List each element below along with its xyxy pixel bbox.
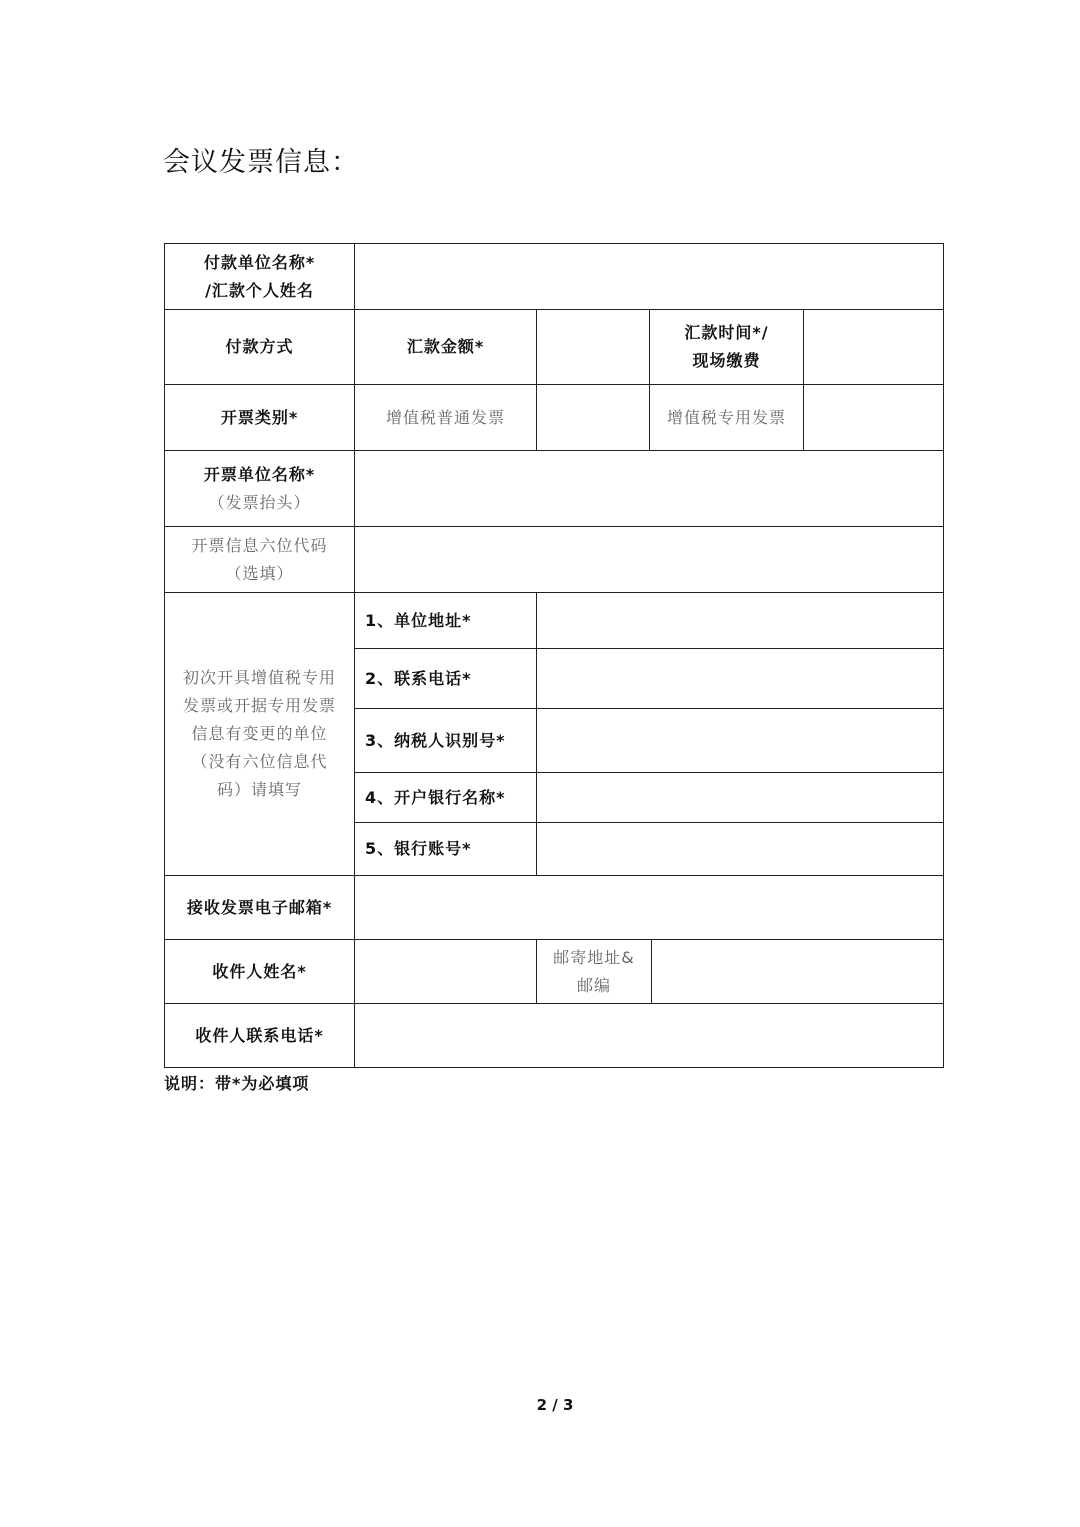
- invoice-unit-label: [165, 451, 355, 527]
- page-title: 会议发票信息：: [163, 147, 359, 178]
- recipient-phone-input[interactable]: [355, 1004, 944, 1068]
- bank-name-input[interactable]: [537, 773, 944, 823]
- payer-name-label: [165, 244, 355, 310]
- taxpayer-id-input[interactable]: [537, 709, 944, 773]
- first-time-line3: 信息有变更的单位: [191, 724, 328, 743]
- payer-name-input[interactable]: [355, 244, 944, 310]
- phone-label: 2、联系电话*: [355, 649, 537, 709]
- invoice-type-general-option[interactable]: 增值税普通发票: [355, 385, 537, 451]
- invoice-special-checkbox[interactable]: [804, 385, 944, 451]
- invoice-unit-label-line1: 开票单位名称*: [203, 464, 316, 484]
- phone-input[interactable]: [537, 649, 944, 709]
- remit-time-label: [650, 310, 804, 385]
- invoice-unit-label-line2: （发票抬头）: [208, 492, 311, 512]
- payer-name-label-line2: /汇款个人姓名: [205, 280, 314, 300]
- first-time-line5: 码）请填写: [216, 780, 302, 799]
- email-label: 接收发票电子邮箱*: [165, 876, 355, 940]
- invoice-type-label: 开票类别*: [165, 385, 355, 451]
- six-code-input[interactable]: [355, 527, 944, 593]
- email-input[interactable]: [355, 876, 944, 940]
- payer-name-label-line1: 付款单位名称*: [203, 252, 316, 272]
- remit-amount-input[interactable]: [537, 310, 650, 385]
- mail-address-label-line2: 邮编: [576, 975, 611, 995]
- remit-time-label-line1: 汇款时间*/: [684, 323, 769, 342]
- recipient-phone-label: 收件人联系电话*: [165, 1004, 355, 1068]
- address-label: 1、单位地址*: [355, 593, 537, 649]
- page-number: 2 / 3: [536, 1396, 574, 1414]
- first-time-line1: 初次开具增值税专用: [182, 668, 336, 687]
- first-time-special-label: [165, 593, 355, 876]
- six-code-label: [165, 527, 355, 593]
- payment-method-label: 付款方式: [165, 310, 355, 385]
- invoice-form-table: [164, 243, 944, 1068]
- remit-amount-label: 汇款金额*: [355, 310, 537, 385]
- six-code-label-line2: （选填）: [225, 563, 294, 583]
- required-note: 说明：带*为必填项: [164, 1074, 310, 1093]
- bank-account-label: 5、银行账号*: [355, 823, 537, 876]
- bank-account-input[interactable]: [537, 823, 944, 876]
- invoice-general-checkbox[interactable]: [537, 385, 650, 451]
- mail-address-label-line1: 邮寄地址&: [553, 947, 635, 967]
- invoice-unit-input[interactable]: [355, 451, 944, 527]
- address-input[interactable]: [537, 593, 944, 649]
- taxpayer-id-label: 3、纳税人识别号*: [355, 709, 537, 773]
- first-time-line2: 发票或开据专用发票: [182, 696, 336, 715]
- remit-time-input[interactable]: [804, 310, 944, 385]
- mail-address-input[interactable]: [652, 940, 944, 1004]
- bank-name-label: 4、开户银行名称*: [355, 773, 537, 823]
- recipient-name-label: 收件人姓名*: [165, 940, 355, 1004]
- invoice-type-special-option[interactable]: 增值税专用发票: [650, 385, 804, 451]
- six-code-label-line1: 开票信息六位代码: [191, 535, 328, 555]
- remit-time-label-line2: 现场缴费: [692, 351, 761, 370]
- first-time-line4: （没有六位信息代: [191, 752, 328, 771]
- mail-address-label: [537, 940, 652, 1004]
- recipient-name-input[interactable]: [355, 940, 537, 1004]
